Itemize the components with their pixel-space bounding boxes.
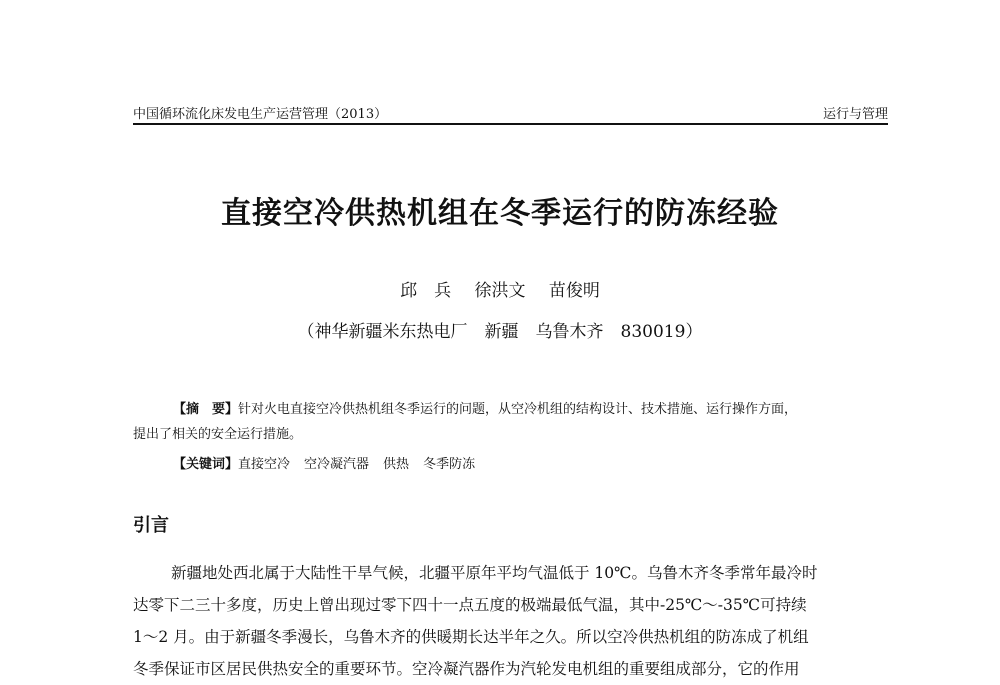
body-line: 新疆地处西北属于大陆性干旱气候，北疆平原年平均气温低于 10℃。乌鲁木齐冬季常年最冷时	[171, 564, 818, 582]
paper-title: 直接空冷供热机组在冬季运行的防冻经验	[221, 196, 779, 231]
keyword: 直接空冷	[238, 457, 291, 472]
keywords-label: 【关键词】	[173, 457, 239, 472]
header-divider	[133, 123, 888, 125]
body-paragraph	[133, 557, 889, 685]
keyword: 空冷凝汽器	[304, 457, 370, 472]
author-name: 徐洪文	[474, 281, 526, 301]
abstract-label: 【摘 要】	[173, 402, 239, 417]
section-name: 运行与管理	[822, 107, 888, 122]
journal-name: 中国循环流化床发电生产运营管理（2013）	[133, 107, 388, 122]
affiliation: （神华新疆米东热电厂 新疆 乌鲁木齐 830019）	[297, 322, 703, 342]
abstract-text: 针对火电直接空冷供热机组冬季运行的问题，从空冷机组的结构设计、技术措施、运行操作方面，	[238, 402, 798, 417]
body-line: 1～2 月。由于新疆冬季漫长，乌鲁木齐的供暖期长达半年之久。所以空冷供热机组的防冻成了机组	[133, 628, 809, 646]
author-list	[0, 276, 1000, 301]
abstract-block	[133, 397, 889, 447]
section-heading: 引言	[133, 515, 169, 536]
abstract-line	[133, 397, 889, 422]
keyword: 冬季防冻	[423, 457, 476, 472]
running-header	[133, 103, 888, 123]
body-line: 达零下二三十多度，历史上曾出现过零下四十一点五度的极端最低气温，其中-25℃～-35℃可持续	[133, 596, 807, 614]
keywords-block	[173, 453, 889, 472]
author-name: 苗俊明	[548, 281, 600, 301]
abstract-line: 提出了相关的安全运行措施。	[133, 427, 303, 442]
keyword: 供热	[383, 457, 410, 472]
author-name: 邱 兵	[400, 281, 452, 301]
body-line: 冬季保证市区居民供热安全的重要环节。空冷凝汽器作为汽轮发电机组的重要组成部分，它的作用	[133, 660, 800, 678]
